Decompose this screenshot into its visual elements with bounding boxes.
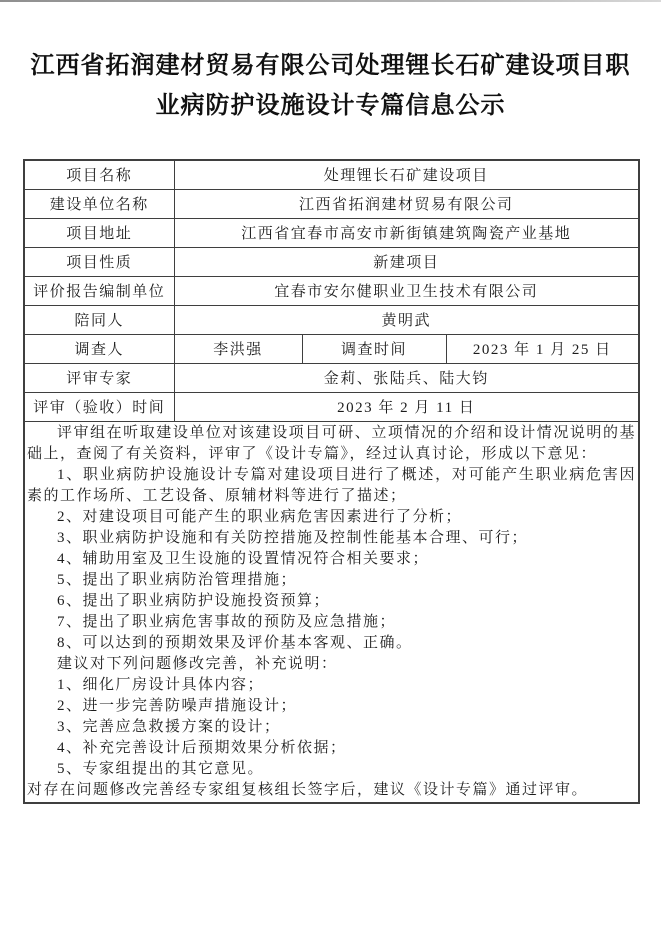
row-label-cell: 调查人	[24, 334, 174, 363]
opinion-paragraph: 5、专家组提出的其它意见。	[57, 760, 265, 777]
opinion-paragraph: 6、提出了职业病防护设施投资预算；	[57, 592, 331, 609]
row-label-cell: 评审专家	[24, 363, 174, 392]
opinion-paragraph: 2、进一步完善防噪声措施设计；	[57, 697, 298, 714]
table-row-review-experts	[24, 363, 639, 392]
opinion-paragraph: 2、对建设项目可能产生的职业病危害因素进行了分析；	[57, 508, 463, 525]
row-label-cell: 评审（验收）时间	[24, 392, 174, 421]
table-row-accompanying-person	[24, 305, 639, 334]
opinion-paragraph: 7、提出了职业病危害事故的预防及应急措施；	[57, 613, 397, 630]
opinion-paragraph: 1、细化厂房设计具体内容；	[57, 676, 265, 693]
opinion-paragraph: 评审组在听取建设单位对该建设项目可研、立项情况的介绍和设计情况说明的基础上，查阅了有关资料，评审了《设计专篇》，经过认真讨论，形成以下意见：	[27, 424, 637, 462]
row-label-cell: 陪同人	[24, 305, 174, 334]
row-label-cell: 调查时间	[302, 334, 446, 363]
row-label-cell: 项目名称	[24, 160, 174, 189]
row-label-cell: 建设单位名称	[24, 189, 174, 218]
table-row-review-opinion	[24, 421, 639, 803]
row-label-cell: 评价报告编制单位	[24, 276, 174, 305]
opinion-paragraph: 5、提出了职业病防治管理措施；	[57, 571, 298, 588]
table-row-report-unit	[24, 276, 639, 305]
row-value-cell: 江西省拓润建材贸易有限公司	[174, 189, 639, 218]
opinion-closing-line: 对存在问题修改完善经专家组复核组长签字后，建议《设计专篇》通过评审。	[27, 781, 589, 798]
info-table	[23, 159, 640, 804]
opinion-paragraph: 1、职业病防护设施设计专篇对建设项目进行了概述，对可能产生职业病危害因素的工作场所、工艺设备、原辅材料等进行了描述；	[27, 466, 637, 504]
page-title: 江西省拓润建材贸易有限公司处理锂长石矿建设项目职业病防护设施设计专篇信息公示	[30, 53, 631, 119]
row-value-cell: 新建项目	[174, 247, 639, 276]
row-label-cell: 项目性质	[24, 247, 174, 276]
row-value-cell: 黄明武	[174, 305, 639, 334]
row-value-cell: 宜春市安尔健职业卫生技术有限公司	[174, 276, 639, 305]
table-row-project-address	[24, 218, 639, 247]
row-label-cell: 项目地址	[24, 218, 174, 247]
table-row-construction-unit	[24, 189, 639, 218]
row-value-cell: 2023 年 2 月 11 日	[174, 392, 639, 421]
table-row-project-nature	[24, 247, 639, 276]
opinion-paragraph: 4、补充完善设计后预期效果分析依据；	[57, 739, 347, 756]
table-row-review-time	[24, 392, 639, 421]
row-value-cell: 江西省宜春市高安市新街镇建筑陶瓷产业基地	[174, 218, 639, 247]
opinion-paragraph: 3、职业病防护设施和有关防控措施及控制性能基本合理、可行；	[57, 529, 529, 546]
scan-edge-artifact	[0, 0, 661, 2]
row-value-cell: 2023 年 1 月 25 日	[446, 334, 639, 363]
row-value-cell: 李洪强	[174, 334, 302, 363]
row-value-cell: 金莉、张陆兵、陆大钧	[174, 363, 639, 392]
review-opinion-cell	[24, 421, 639, 803]
opinion-paragraph: 建议对下列问题修改完善，补充说明：	[57, 655, 338, 672]
table-row-project-name	[24, 160, 639, 189]
table-row-investigator	[24, 334, 639, 363]
opinion-paragraph: 3、完善应急救援方案的设计；	[57, 718, 281, 735]
opinion-paragraph: 4、辅助用室及卫生设施的设置情况符合相关要求；	[57, 550, 430, 567]
opinion-paragraph: 8、可以达到的预期效果及评价基本客观、正确。	[57, 634, 413, 651]
row-value-cell: 处理锂长石矿建设项目	[174, 160, 639, 189]
